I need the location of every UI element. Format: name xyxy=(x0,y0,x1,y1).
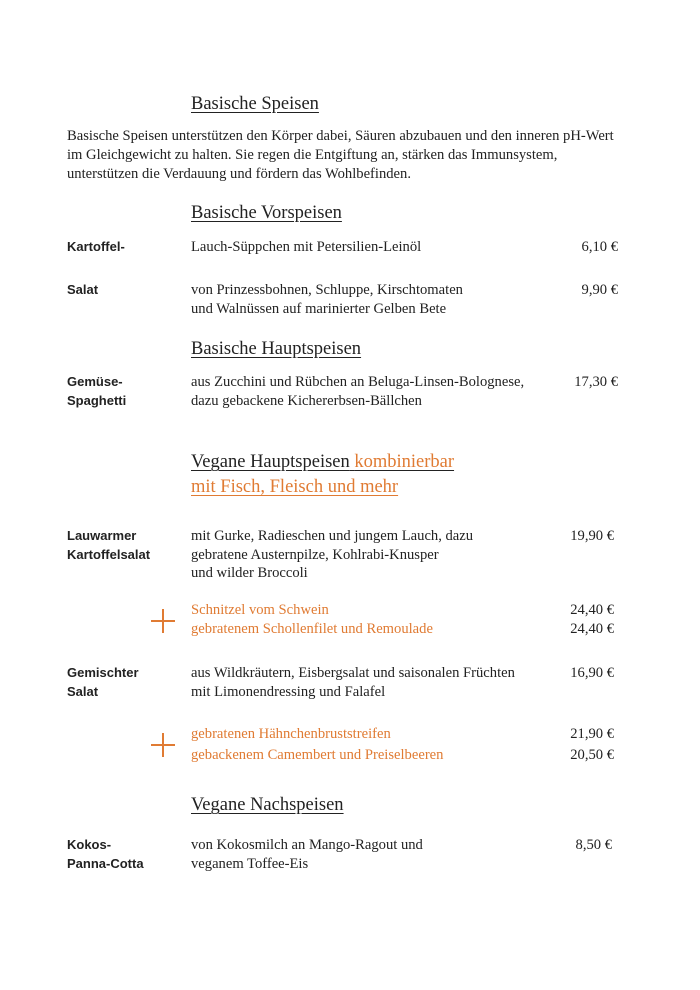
dish-price: 19,90 € xyxy=(570,528,614,544)
dish-description: mit Limonendressing und Falafel xyxy=(191,683,386,700)
dish-name: Kartoffel- xyxy=(67,239,125,254)
dish-description: aus Wildkräutern, Eisbergsalat und saisonalen Früchten xyxy=(191,665,515,681)
dish-description: dazu gebackene Kichererbsen-Bällchen xyxy=(191,392,422,409)
section-heading-vorspeisen: Basische Vorspeisen xyxy=(191,203,342,223)
section-heading-hauptspeisen: Basische Hauptspeisen xyxy=(191,339,362,359)
dish-name: Kokos- xyxy=(67,837,112,852)
dish-description: gebratene Austernpilze, Kohlrabi-Knusper xyxy=(191,546,439,563)
addon-label: gebratenen Hähnchenbruststreifen xyxy=(191,726,391,742)
section-heading-basische-speisen: Basische Speisen xyxy=(191,94,319,114)
dish-name: Lauwarmer xyxy=(67,528,137,543)
plus-icon xyxy=(151,733,175,757)
dish-description: und wilder Broccoli xyxy=(191,565,308,581)
heading-text: Vegane Hauptspeisen xyxy=(191,452,350,472)
dish-price: 8,50 € xyxy=(575,837,612,853)
addon-price: 21,90 € xyxy=(570,726,614,742)
dish-name: Kartoffelsalat xyxy=(67,546,151,562)
dish-name: Salat xyxy=(67,282,99,297)
intro-paragraph: Basische Speisen unterstützen den Körper dabei, Säuren abzubauen und den inneren pH-Wert im Gleichgewicht zu halten. Sie regen die Entgiftung an, stärken das Immunsystem, unterstützen die Verdauung und fördern das Wohlbefinden. xyxy=(67,128,614,182)
section-heading-vegane-nachspeisen: Vegane Nachspeisen xyxy=(191,795,344,815)
addon-price: 20,50 € xyxy=(570,747,614,763)
addon-label: gebackenem Camembert und Preiselbeeren xyxy=(191,747,444,763)
dish-name: Spaghetti xyxy=(67,392,127,408)
heading-accent-line: mit Fisch, Fleisch und mehr xyxy=(191,477,399,497)
dish-name: Gemischter xyxy=(67,665,139,680)
dish-price: 16,90 € xyxy=(570,665,614,681)
addon-label: gebratenem Schollenfilet und Remoulade xyxy=(191,620,433,637)
dish-description: veganem Toffee-Eis xyxy=(191,855,309,872)
dish-description: Lauch-Süppchen mit Petersilien-Leinöl xyxy=(191,239,422,255)
section-heading-vegane-hauptspeisen xyxy=(191,452,454,473)
addon-price: 24,40 € xyxy=(570,602,614,618)
dish-description: von Kokosmilch an Mango-Ragout und xyxy=(191,837,423,853)
dish-name: Panna-Cotta xyxy=(67,855,144,871)
dish-price: 17,30 € xyxy=(574,374,618,390)
dish-price: 6,10 € xyxy=(581,239,618,255)
dish-description: mit Gurke, Radieschen und jungem Lauch, dazu xyxy=(191,528,474,544)
heading-accent: kombinierbar xyxy=(354,452,455,472)
addon-label: Schnitzel vom Schwein xyxy=(191,602,329,618)
dish-price: 9,90 € xyxy=(581,282,618,298)
dish-name: Gemüse- xyxy=(67,374,123,389)
addon-price: 24,40 € xyxy=(570,620,614,637)
dish-description: von Prinzessbohnen, Schluppe, Kirschtomaten xyxy=(191,282,463,298)
dish-description: aus Zucchini und Rübchen an Beluga-Linsen-Bolognese, xyxy=(191,374,525,390)
plus-icon xyxy=(151,609,175,633)
dish-description: und Walnüssen auf marinierter Gelben Bete xyxy=(191,300,447,317)
dish-name: Salat xyxy=(67,683,99,699)
